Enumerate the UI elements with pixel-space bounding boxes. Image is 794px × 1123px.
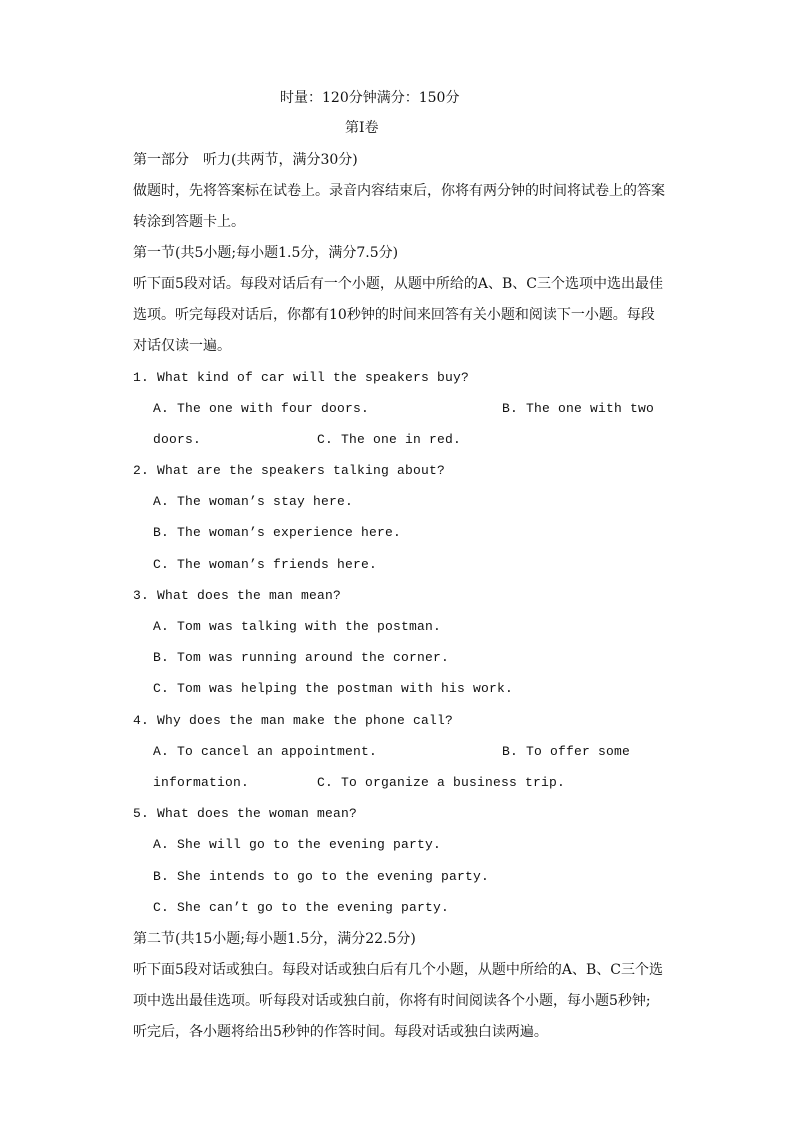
option-b: B. Tom was running around the corner. xyxy=(153,650,450,665)
section2-instruction-line: 听下面5段对话或独白。每段对话或独白后有几个小题，从题中所给的A、B、C三个选 xyxy=(133,962,664,978)
option-c: C. To organize a business trip. xyxy=(317,775,566,790)
option-a: A. Tom was talking with the postman. xyxy=(153,619,442,634)
section1-title: 第一节(共5小题;每小题1.5分，满分7.5分) xyxy=(133,245,399,261)
option-b-continued: information. xyxy=(153,775,250,790)
part1-intro-line: 转涂到答题卡上。 xyxy=(133,214,245,230)
option-c: C. Tom was helping the postman with his work. xyxy=(153,681,514,696)
option-b: B. The woman’s experience here. xyxy=(153,525,402,540)
option-a: A. To cancel an appointment. xyxy=(153,744,378,759)
option-c: C. The woman’s friends here. xyxy=(153,557,378,572)
option-b: B. The one with two xyxy=(502,401,655,416)
exam-time-score: 时量：120分钟满分：150分 xyxy=(280,90,460,106)
option-b: B. She intends to go to the evening party. xyxy=(153,869,490,884)
part1-title: 第一部分 听力(共两节，满分30分) xyxy=(133,152,358,168)
section2-title: 第二节(共15小题;每小题1.5分，满分22.5分) xyxy=(133,931,416,947)
option-a: A. The woman’s stay here. xyxy=(153,494,354,509)
section1-instruction-line: 听下面5段对话。每段对话后有一个小题，从题中所给的A、B、C三个选项中选出最佳 xyxy=(133,276,664,292)
question-stem: 1. What kind of car will the speakers buy? xyxy=(133,370,470,385)
option-b: B. To offer some xyxy=(502,744,631,759)
section1-instruction-line: 选项。听完每段对话后，你都有10秒钟的时间来回答有关小题和阅读下一小题。每段 xyxy=(133,307,655,323)
option-b-continued: doors. xyxy=(153,432,202,447)
section2-instruction-line: 听完后，各小题将给出5秒钟的作答时间。每段对话或独白读两遍。 xyxy=(133,1024,548,1040)
volume-title: 第Ⅰ卷 xyxy=(345,120,379,136)
part1-intro-line: 做题时，先将答案标在试卷上。录音内容结束后，你将有两分钟的时间将试卷上的答案 xyxy=(133,183,665,199)
option-c: C. The one in red. xyxy=(317,432,462,447)
question-stem: 4. Why does the man make the phone call? xyxy=(133,713,454,728)
option-a: A. She will go to the evening party. xyxy=(153,837,442,852)
question-stem: 5. What does the woman mean? xyxy=(133,806,358,821)
question-stem: 2. What are the speakers talking about? xyxy=(133,463,446,478)
option-c: C. She can’t go to the evening party. xyxy=(153,900,450,915)
option-a: A. The one with four doors. xyxy=(153,401,370,416)
question-stem: 3. What does the man mean? xyxy=(133,588,342,603)
section1-instruction-line: 对话仅读一遍。 xyxy=(133,338,231,354)
section2-instruction-line: 项中选出最佳选项。听每段对话或独白前，你将有时间阅读各个小题，每小题5秒钟; xyxy=(133,993,651,1009)
